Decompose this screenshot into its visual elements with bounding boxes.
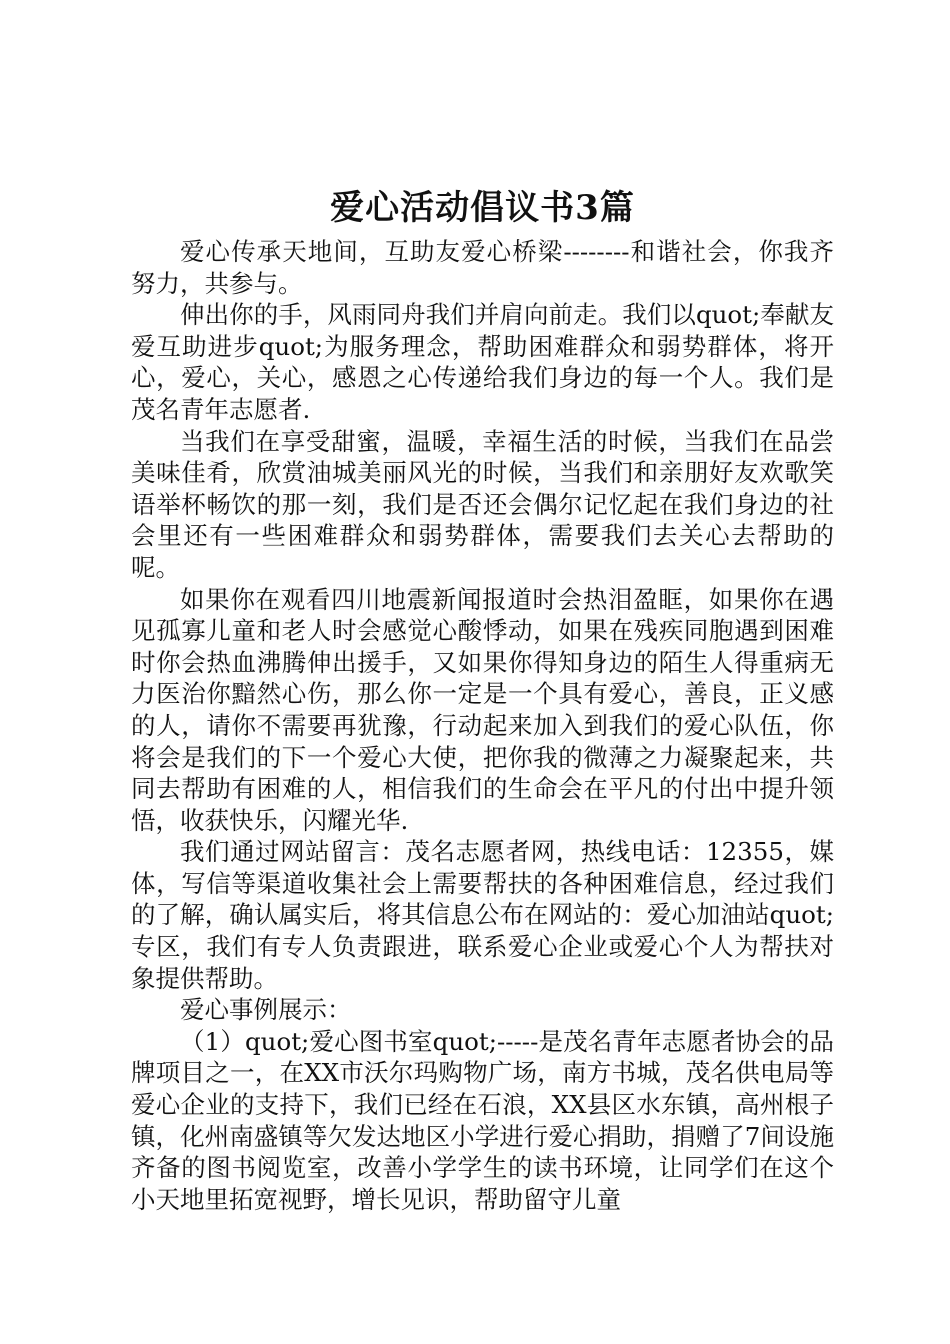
document-body — [131, 236, 834, 1215]
paragraph-5: 我们通过网站留言：茂名志愿者网，热线电话：12355，媒体，写信等渠道收集社会上需要帮扶的各种困难信息，经过我们的了解，确认属实后，将其信息公布在网站的：爱心加油站quot;专区，我们有专人负责跟进，联系爱心企业或爱心个人为帮扶对象提供帮助。 — [131, 837, 834, 993]
document-title: 爱心活动倡议书3篇 — [330, 188, 635, 228]
paragraph-6: 爱心事例展示： — [180, 995, 352, 1025]
paragraph-2: 伸出你的手，风雨同舟我们并肩向前走。我们以quot;奉献友爱互助进步quot;为服务理念，帮助困难群众和弱势群体，将开心，爱心，关心，感恩之心传递给我们身边的每一个人。我们是茂名青年志愿者. — [131, 300, 834, 424]
paragraph-4: 如果你在观看四川地震新闻报道时会热泪盈眶，如果你在遇见孤寡儿童和老人时会感觉心酸悸动，如果在残疾同胞遇到困难时你会热血沸腾伸出援手，又如果你得知身边的陌生人得重病无力医治你黯然心伤，那么你一定是一个具有爱心，善良，正义感的人，请你不需要再犹豫，行动起来加入到我们的爱心队伍，你将会是我们的下一个爱心大使，把你我的微薄之力凝聚起来，共同去帮助有困难的人，相信我们的生命会在平凡的付出中提升领悟，收获快乐，闪耀光华. — [131, 584, 834, 835]
paragraph-7: （1）quot;爱心图书室quot;-----是茂名青年志愿者协会的品牌项目之一，在XX市沃尔玛购物广场，南方书城，茂名供电局等爱心企业的支持下，我们已经在石浪，XX县区水东镇，高州根子镇，化州南盛镇等欠发达地区小学进行爱心捐助，捐赠了7间设施齐备的图书阅览室，改善小学学生的读书环境，让同学们在这个小天地里拓宽视野，增长见识，帮助留守儿童 — [131, 1026, 834, 1214]
paragraph-3: 当我们在享受甜蜜，温暖，幸福生活的时候，当我们在品尝美味佳肴，欣赏油城美丽风光的时候，当我们和亲朋好友欢歌笑语举杯畅饮的那一刻，我们是否还会偶尔记忆起在我们身边的社会里还有一些困难群众和弱势群体，需要我们去关心去帮助的呢。 — [131, 426, 834, 582]
document-page — [131, 186, 834, 1215]
paragraph-1: 爱心传承天地间，互助友爱心桥梁--------和谐社会，你我齐努力，共参与。 — [131, 237, 834, 298]
